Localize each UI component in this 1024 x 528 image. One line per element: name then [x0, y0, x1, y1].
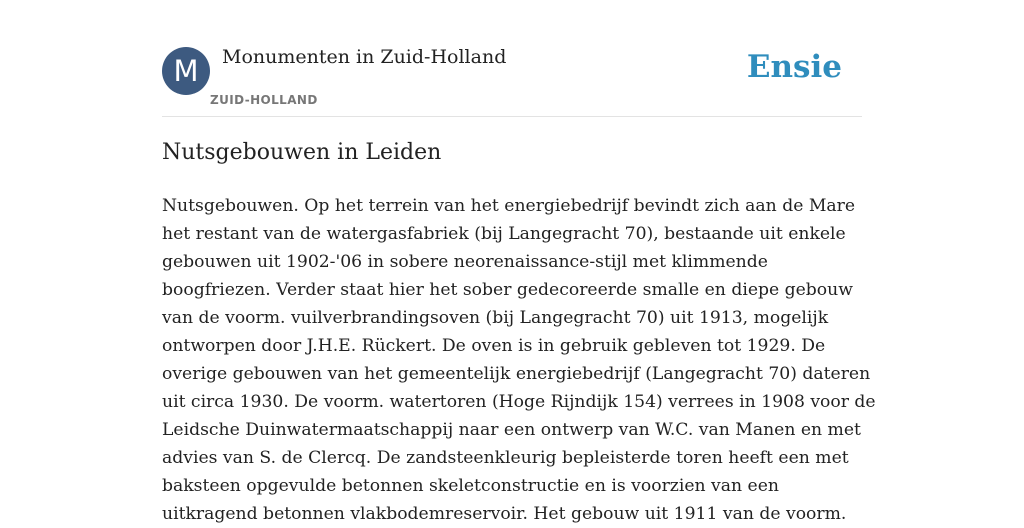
- article-body: [162, 192, 876, 528]
- article-line: advies van S. de Clercq. De zandsteenkleurig bepleisterde toren heeft een met: [162, 448, 849, 468]
- article-line: Leidsche Duinwatermaatschappij naar een ontwerp van W.C. van Manen en met: [162, 420, 861, 440]
- article-line: uitkragend betonnen vlakbodemreservoir. Het gebouw uit 1911 van de voorm.: [162, 504, 847, 524]
- ensie-logo[interactable]: Ensie: [746, 49, 842, 85]
- site-category[interactable]: ZUID-HOLLAND: [210, 93, 318, 107]
- article-line: overige gebouwen van het gemeentelijk energiebedrijf (Langegracht 70) dateren: [162, 364, 871, 384]
- article-title: Nutsgebouwen in Leiden: [162, 140, 442, 165]
- article-line: uit circa 1930. De voorm. watertoren (Hoge Rijndijk 154) verrees in 1908 voor de: [162, 392, 876, 412]
- article-line: Nutsgebouwen. Op het terrein van het energiebedrijf bevindt zich aan de Mare: [162, 196, 856, 216]
- avatar[interactable]: M: [162, 47, 210, 95]
- article-line: van de voorm. vuilverbrandingsoven (bij Langegracht 70) uit 1913, mogelijk: [162, 308, 829, 328]
- article-line: het restant van de watergasfabriek (bij Langegracht 70), bestaande uit enkele: [162, 224, 846, 244]
- article-line: boogfriezen. Verder staat hier het sober gedecoreerde smalle en diepe gebouw: [162, 280, 853, 300]
- site-header: [162, 46, 862, 117]
- article-line: gebouwen uit 1902-'06 in sobere neorenaissance-stijl met klimmende: [162, 252, 768, 272]
- article-line: baksteen opgevulde betonnen skeletconstructie en is voorzien van een: [162, 476, 779, 496]
- site-title[interactable]: Monumenten in Zuid-Holland: [222, 46, 507, 68]
- article-line: ontworpen door J.H.E. Rückert. De oven is in gebruik gebleven tot 1929. De: [162, 336, 826, 356]
